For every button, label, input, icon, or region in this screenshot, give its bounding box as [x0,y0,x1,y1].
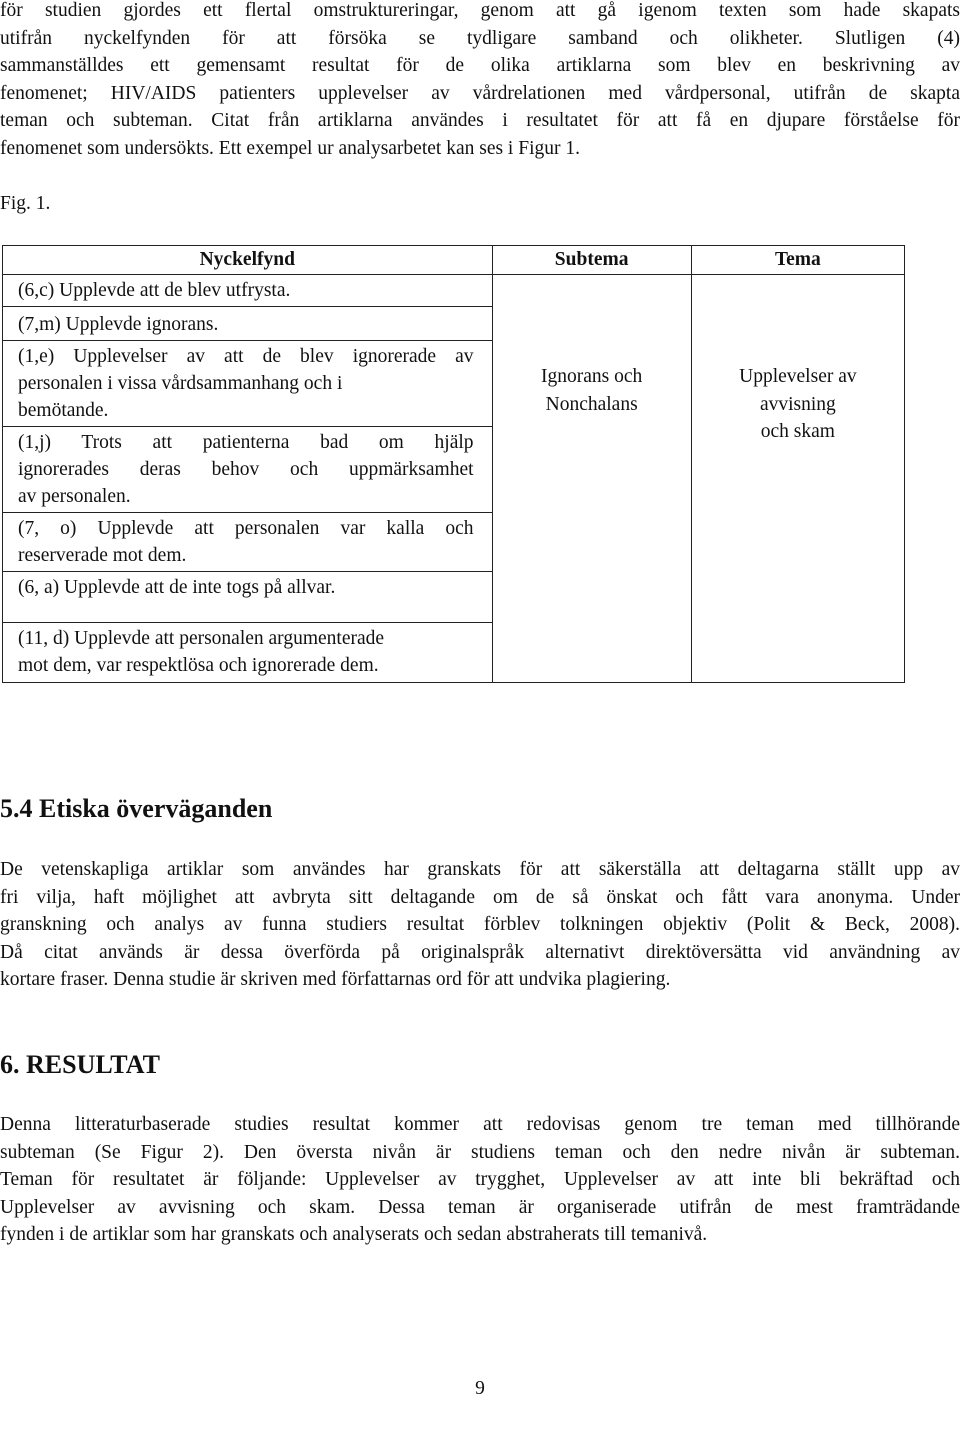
nyckelfynd-cell [3,513,493,572]
nyckelfynd-text [3,623,492,682]
text-line: fynden i de artiklar som har granskats och analyserats och sedan abstraherats till temanivå. [0,1224,708,1246]
nyckelfynd-text [3,341,492,426]
nyckelfynd-cell [3,275,493,307]
cell-line: av personalen. [18,486,131,507]
header-subtema: Subtema [492,246,691,275]
text-line: De vetenskapliga artiklar som användes har granskats för att säkerställa att deltagarna ställt upp av [0,859,960,880]
cell-line: ignorerades deras behov och uppmärksamhet [18,459,474,480]
text-line: Denna litteraturbaserade studies resultat kommer att redovisas genom tre teman med tillhörande [0,1114,960,1135]
tema-cell [691,275,904,683]
nyckelfynd-text [3,427,492,512]
figure-label: Fig. 1. [0,193,51,214]
nyckelfynd-cell [3,427,493,513]
text-line: utifrån nyckelfynden för att försöka se tydligare samband och olikheter. Slutligen (4) [0,27,960,49]
subtema-line: Nonchalans [545,393,638,415]
nyckelfynd-text [3,513,492,571]
nyckelfynd-cell [3,307,493,341]
text-line: Teman för resultatet är följande: Upplevelser av trygghet, Upplevelser av att inte bli bekräftad och [0,1169,960,1191]
text-line: Upplevelser av avvisning och skam. Dessa teman är organiserade utifrån de mest framträdande [0,1196,960,1218]
cell-line: bemötande. [18,400,109,421]
cell-line: (1,j) Trots att patienterna bad om hjälp [18,432,474,453]
text-line: för studien gjordes ett flertal omstruktureringar, genom att gå igenom texten som hade skapats [0,0,960,21]
nyckelfynd-cell [3,572,493,623]
cell-line: (11, d) Upplevde att personalen argumenterade [18,628,385,649]
text-line: subteman (Se Figur 2). Den översta nivån är studiens teman och den nedre nivån är subteman. [0,1141,960,1163]
subtema-line: Ignorans och [541,366,643,387]
text-line: fenomenet som undersökts. Ett exempel ur analysarbetet kan ses i Figur 1. [0,137,580,159]
section-heading-etiska: 5.4 Etiska överväganden [0,794,273,823]
cell-line: (1,e) Upplevelser av att de blev ignorerade av [18,346,474,367]
nyckelfynd-text: (6,c) Upplevde att de blev utfrysta. [18,280,291,301]
cell-line: (7, o) Upplevde att personalen var kalla och [18,518,474,539]
intro-paragraph [0,0,960,163]
header-nyckelfynd: Nyckelfynd [3,246,493,275]
ethics-paragraph [0,856,960,994]
tema-line: Upplevelser av [739,366,857,387]
header-tema: Tema [691,246,904,275]
cell-line: mot dem, var respektlösa och ignorerade dem. [18,655,379,676]
analysis-figure-table [2,245,905,683]
subtema-cell [492,275,691,623]
nyckelfynd-text: (7,m) Upplevde ignorans. [18,314,219,335]
section-heading-resultat: 6. RESULTAT [0,1050,160,1079]
nyckelfynd-cell [3,623,493,683]
text-line: Då citat används är dessa överförda på originalspråk alternativt direktöversätta vid användning av [0,941,960,963]
nyckelfynd-text: (6, a) Upplevde att de inte togs på allvar. [18,577,336,598]
text-line: granskning och analys av funna studiers resultat förblev tolkningen objektiv (Polit & Beck, 2008). [0,914,960,936]
text-line: kortare fraser. Denna studie är skriven med författarnas ord för att undvika plagiering. [0,969,671,991]
table-row [3,275,905,307]
results-paragraph [0,1111,960,1249]
subtema-cell-empty [492,623,691,683]
text-line: teman och subteman. Citat från artiklarna användes i resultatet för att få en djupare förståelse för [0,110,960,132]
text-line: fri vilja, haft möjlighet att avbryta sitt deltagande om de så önskat och fått vara anonyma. Under [0,886,960,908]
cell-line: personalen i vissa vårdsammanhang och i [18,373,343,394]
table-header-row [3,246,905,275]
tema-line: avvisning [759,393,836,415]
text-line: fenomenet; HIV/AIDS patienters upplevelser av vårdrelationen med vårdpersonal, utifrån de skapta [0,82,960,104]
nyckelfynd-cell [3,341,493,427]
tema-line: och skam [760,421,835,442]
cell-line: reserverade mot dem. [18,545,187,566]
page-number: 9 [475,1378,485,1399]
text-line: sammanställdes ett gemensamt resultat för de olika artiklarna som blev en beskrivning av [0,55,960,77]
